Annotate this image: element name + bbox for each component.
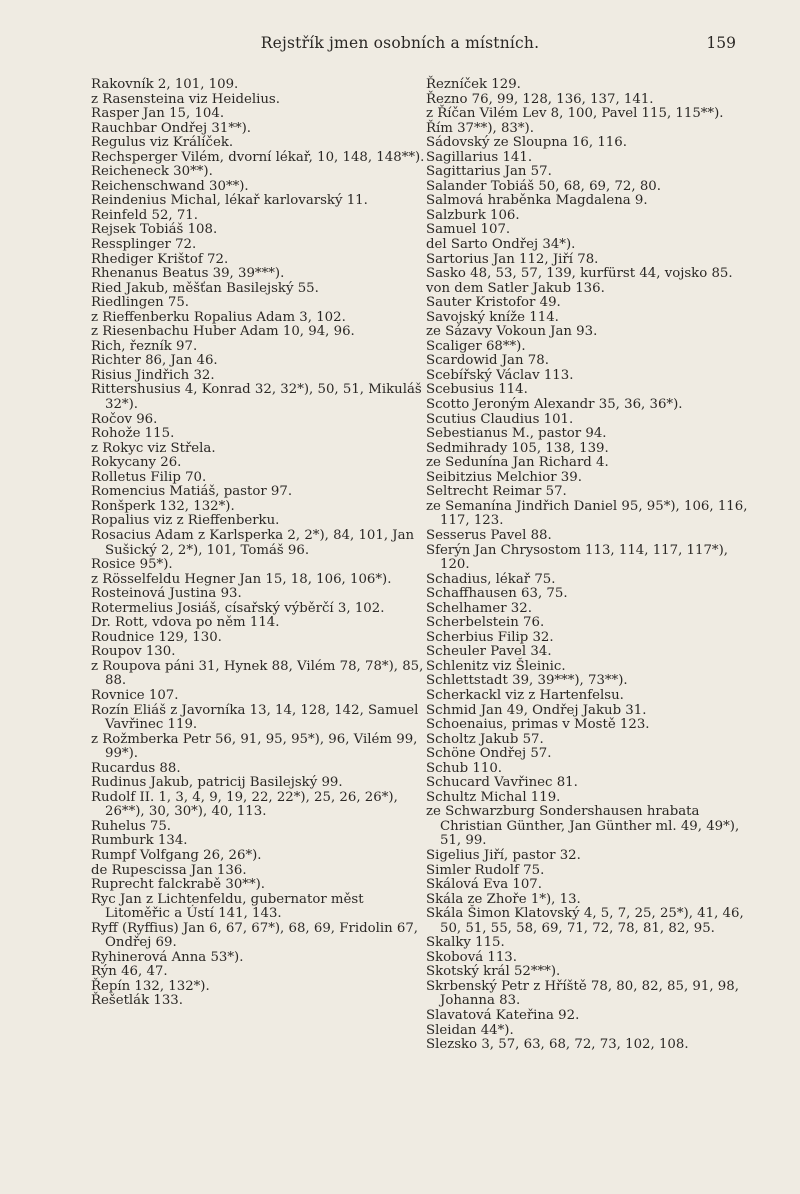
index-entry: Ried Jakub, měšťan Basilejský 55. bbox=[91, 280, 319, 296]
index-entry: Sebestianus M., pastor 94. bbox=[426, 426, 607, 442]
index-entry: Scholtz Jakub 57. bbox=[426, 731, 544, 747]
index-entry: Ressplinger 72. bbox=[91, 237, 197, 253]
index-entry: z Rožmberka Petr 56, 91, 95, 95*), 96, Vilém 99, 99*). bbox=[91, 731, 418, 762]
index-entry: Scotto Jeroným Alexandr 35, 36, 36*). bbox=[426, 397, 683, 413]
index-entry: Rumpf Volfgang 26, 26*). bbox=[91, 847, 262, 863]
index-entry: Samuel 107. bbox=[426, 222, 511, 238]
index-entry: Ryc Jan z Lichtenfeldu, gubernator měst Litoměřic a Ústí 141, 143. bbox=[91, 891, 364, 922]
index-entry: Rolletus Filip 70. bbox=[91, 469, 207, 485]
index-entry: Schmid Jan 49, Ondřej Jakub 31. bbox=[426, 702, 647, 718]
index-entry: z Rösselfeldu Hegner Jan 15, 18, 106, 106*). bbox=[91, 571, 392, 587]
index-entry: Seibitzius Melchior 39. bbox=[426, 469, 582, 485]
index-entry: ze Semanína Jindřich Daniel 95, 95*), 106, 116, 117, 123. bbox=[426, 498, 748, 529]
index-entry: Sauter Kristofor 49. bbox=[426, 295, 561, 311]
index-entry: ze Sedunína Jan Richard 4. bbox=[426, 455, 609, 471]
index-entry: Rosacius Adam z Karlsperka 2, 2*), 84, 101, Jan Sušický 2, 2*), 101, Tomáš 96. bbox=[91, 527, 415, 558]
page-header bbox=[0, 34, 800, 58]
index-entry: Schlettstadt 39, 39***), 73**). bbox=[426, 673, 628, 689]
index-entry: Rhediger Krištof 72. bbox=[91, 251, 229, 267]
index-entry: Scutius Claudius 101. bbox=[426, 411, 574, 427]
index-entry: Scebířský Václav 113. bbox=[426, 367, 574, 383]
index-entry: Seltrecht Reimar 57. bbox=[426, 484, 567, 500]
index-entry: Skalky 115. bbox=[426, 935, 505, 951]
index-entry: Dr. Rott, vdova po něm 114. bbox=[91, 615, 280, 631]
index-entry: z Rokyc viz Střela. bbox=[91, 440, 216, 456]
index-entry: ze Schwarzburg Sondershausen hrabata Christian Günther, Jan Günther ml. 49, 49*), 51, 99. bbox=[426, 804, 740, 849]
index-entry: Rozín Eliáš z Javorníka 13, 14, 128, 142, Samuel Vavřinec 119. bbox=[91, 702, 419, 733]
index-entry: Rokycany 26. bbox=[91, 455, 182, 471]
index-entry: Rotermelius Josiáš, císařský výběrčí 3, 102. bbox=[91, 600, 385, 616]
index-entry: Sigelius Jiří, pastor 32. bbox=[426, 847, 581, 863]
index-entry: Rýn 46, 47. bbox=[91, 964, 168, 980]
index-entry: Rejsek Tobiáš 108. bbox=[91, 222, 218, 238]
index-entry: Scherkackl viz z Hartenfelsu. bbox=[426, 687, 624, 703]
index-entry: Řezníček 129. bbox=[426, 77, 521, 92]
index-entry: Rosteinová Justina 93. bbox=[91, 586, 242, 602]
index-entry: Rovnice 107. bbox=[91, 687, 179, 703]
index-entry: Rohože 115. bbox=[91, 426, 175, 442]
index-entry: Skobová 113. bbox=[426, 949, 517, 965]
index-entry: de Rupescissa Jan 136. bbox=[91, 862, 247, 878]
running-title: Rejstřík jmen osobních a místních. bbox=[260, 34, 540, 52]
index-entry: Rudinus Jakub, patricij Basilejský 99. bbox=[91, 775, 343, 791]
index-entry: Ročov 96. bbox=[91, 411, 158, 427]
page-number: 159 bbox=[706, 34, 736, 52]
index-entry: z Roupova páni 31, Hynek 88, Vilém 78, 78*), 85, 88. bbox=[91, 658, 424, 689]
index-entry: ze Sázavy Vokoun Jan 93. bbox=[426, 324, 598, 340]
index-entry: Reinfeld 52, 71. bbox=[91, 207, 198, 223]
index-entry: Schub 110. bbox=[426, 760, 503, 776]
index-entry: Ronšperk 132, 132*). bbox=[91, 498, 235, 514]
index-entry: Rakovník 2, 101, 109. bbox=[91, 77, 239, 92]
index-entry: Regulus viz Králíček. bbox=[91, 135, 234, 151]
index-column-right bbox=[426, 78, 761, 1053]
index-entry: Řešetlák 133. bbox=[91, 993, 183, 1009]
index-entry: Rasper Jan 15, 104. bbox=[91, 106, 225, 122]
index-entry: Salander Tobiáš 50, 68, 69, 72, 80. bbox=[426, 178, 661, 194]
index-entry: Sagittarius Jan 57. bbox=[426, 164, 552, 180]
index-entry: Scherbelstein 76. bbox=[426, 615, 545, 631]
index-entry: Ropalius viz z Rieffenberku. bbox=[91, 513, 280, 529]
index-entry: z Rieffenberku Ropalius Adam 3, 102. bbox=[91, 309, 346, 325]
index-entry: Řepín 132, 132*). bbox=[91, 978, 210, 994]
index-entry: Sedmihrady 105, 138, 139. bbox=[426, 440, 609, 456]
index-entry: Reichenschwand 30**). bbox=[91, 178, 249, 194]
index-entry: Skotský král 52***). bbox=[426, 964, 561, 980]
index-entry: z Riesenbachu Huber Adam 10, 94, 96. bbox=[91, 324, 355, 340]
index-entry: Sesserus Pavel 88. bbox=[426, 527, 552, 543]
index-entry: Roupov 130. bbox=[91, 644, 176, 660]
index-entry: Skála ze Zhoře 1*), 13. bbox=[426, 891, 581, 907]
index-entry: Rucardus 88. bbox=[91, 760, 181, 776]
index-entry: Řím 37**), 83*). bbox=[426, 120, 534, 136]
index-entry: Richter 86, Jan 46. bbox=[91, 353, 218, 369]
index-entry: Rudolf II. 1, 3, 4, 9, 19, 22, 22*), 25, 26, 26*), 26**), 30, 30*), 40, 113. bbox=[91, 789, 398, 820]
index-entry: Rumburk 134. bbox=[91, 833, 188, 849]
index-entry: Schadius, lékař 75. bbox=[426, 571, 556, 587]
index-entry: Skálová Eva 107. bbox=[426, 877, 542, 893]
index-entry: Risius Jindřich 32. bbox=[91, 367, 215, 383]
index-entry: von dem Satler Jakub 136. bbox=[426, 280, 605, 296]
index-entry: Sartorius Jan 112, Jiří 78. bbox=[426, 251, 599, 267]
index-entry: Scardowid Jan 78. bbox=[426, 353, 549, 369]
index-entry: Slavatová Kateřina 92. bbox=[426, 1008, 580, 1023]
index-entry: Rechsperger Vilém, dvorní lékař, 10, 148, 148**). bbox=[91, 149, 425, 165]
index-entry: Salmová hraběnka Magdalena 9. bbox=[426, 193, 648, 209]
index-entry: Scherbius Filip 32. bbox=[426, 629, 554, 645]
index-entry: Ryhinerová Anna 53*). bbox=[91, 949, 244, 965]
index-entry: del Sarto Ondřej 34*). bbox=[426, 237, 576, 253]
index-entry: Sádovský ze Sloupna 16, 116. bbox=[426, 135, 627, 151]
index-entry: Reindenius Michal, lékař karlovarský 11. bbox=[91, 193, 368, 209]
index-entry: Slezsko 3, 57, 63, 68, 72, 73, 102, 108. bbox=[426, 1037, 689, 1053]
index-entry: Rich, řezník 97. bbox=[91, 338, 198, 354]
index-entry: Riedlingen 75. bbox=[91, 295, 190, 311]
index-entry: Ruprecht falckrabě 30**). bbox=[91, 877, 266, 893]
index-entry: z Rasensteina viz Heidelius. bbox=[91, 91, 280, 107]
index-entry: Simler Rudolf 75. bbox=[426, 862, 545, 878]
index-entry: Reicheneck 30**). bbox=[91, 164, 213, 180]
index-entry: Savojský kníže 114. bbox=[426, 309, 559, 325]
index-entry: Skrbenský Petr z Hříště 78, 80, 82, 85, 91, 98, Johanna 83. bbox=[426, 978, 739, 1009]
index-entry: Sleidan 44*). bbox=[426, 1022, 514, 1038]
index-entry: Sasko 48, 53, 57, 139, kurfürst 44, vojsko 85. bbox=[426, 266, 733, 282]
index-entry: Romencius Matiáš, pastor 97. bbox=[91, 484, 293, 500]
index-entry: Rauchbar Ondřej 31**). bbox=[91, 120, 252, 136]
index-entry: Schelhamer 32. bbox=[426, 600, 532, 616]
index-entry: Rhenanus Beatus 39, 39***). bbox=[91, 266, 285, 282]
index-entry: Roudnice 129, 130. bbox=[91, 629, 222, 645]
index-entry: Ryff (Ryffius) Jan 6, 67, 67*), 68, 69, Fridolin 67, Ondřej 69. bbox=[91, 920, 419, 951]
index-entry: Rosice 95*). bbox=[91, 557, 173, 573]
index-entry: Schaffhausen 63, 75. bbox=[426, 586, 568, 602]
index-entry: Scheuler Pavel 34. bbox=[426, 644, 552, 660]
index-entry: Schultz Michal 119. bbox=[426, 789, 561, 805]
index-entry: z Říčan Vilém Lev 8, 100, Pavel 115, 115**). bbox=[426, 106, 724, 122]
index-entry: Řezno 76, 99, 128, 136, 137, 141. bbox=[426, 91, 654, 107]
index-entry: Schlenitz viz Šleinic. bbox=[426, 658, 566, 674]
index-entry: Skála Šimon Klatovský 4, 5, 7, 25, 25*), 41, 46, 50, 51, 55, 58, 69, 71, 72, 78, 81, 82, 95. bbox=[426, 906, 744, 936]
index-entry: Ruhelus 75. bbox=[91, 818, 172, 834]
index-entry: Scebusius 114. bbox=[426, 382, 528, 398]
index-entry: Schoenaius, primas v Mostě 123. bbox=[426, 717, 650, 733]
index-entry: Rittershusius 4, Konrad 32, 32*), 50, 51, Mikuláš 32*). bbox=[91, 382, 422, 413]
index-entry: Sferýn Jan Chrysostom 113, 114, 117, 117*), 120. bbox=[426, 542, 728, 573]
index-entry: Sagillarius 141. bbox=[426, 149, 533, 165]
index-column-left bbox=[91, 78, 426, 1009]
index-entry: Schöne Ondřej 57. bbox=[426, 746, 552, 762]
index-entry: Salzburk 106. bbox=[426, 207, 520, 223]
index-entry: Scaliger 68**). bbox=[426, 338, 526, 354]
index-entry: Schucard Vavřinec 81. bbox=[426, 775, 578, 791]
